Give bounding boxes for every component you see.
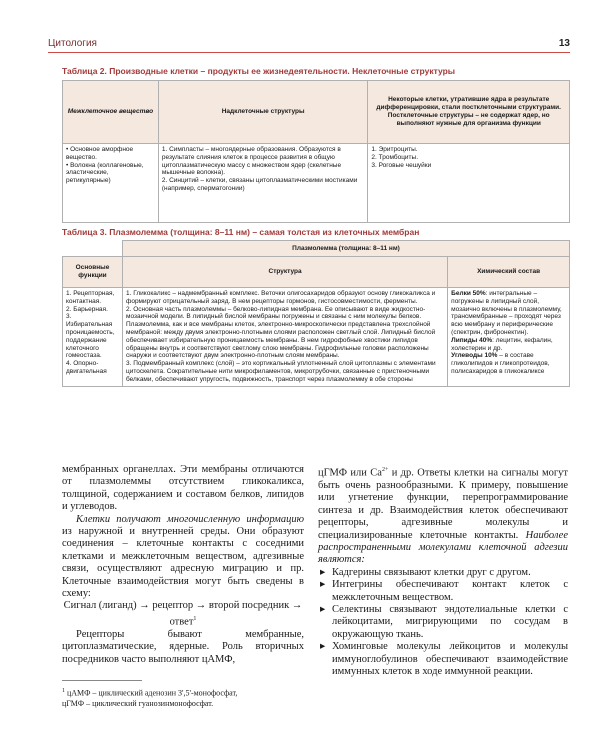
paragraph: мембранных органеллах. Эти мембраны отличаются от плазмолеммы отсутствием гликокаликса, толщиной, содержанием и составом белков, липидов и углеводов. [62, 464, 304, 513]
bullet-icon: ▸ [320, 579, 326, 591]
list-item: 4. Опорно-двигательная [66, 360, 107, 375]
list-item: ▸ Кадгерины связывают клетки друг с другом. [320, 566, 531, 578]
footnote: $^1$ цАМФ – циклический аденозин 3',5'-монофосфат, цГМФ – циклический гуанозинмонофосфат. [62, 688, 238, 708]
list-item: 2. Основная часть плазмолеммы – белково-липидная мембрана. Ее описывают в виде жидкостно-мозаичной модели. В липидный бислой мембраны погружены и связаны с ним молекулы белков. Плазмолемма, как и все мембраны клеток, электронно-микроскопически представлена трехслойной мембраной: между двумя электронно-плотными слоями расположен светлый слой. Липидный бислой обеспечивает избирательную проницаемость мембраны. В нем гидрофобные хвостики липидов обращены внутрь и соответствуют светлому слою мембраны. Гидрофильные головки расположены снаружи и соответствуют двум электронно-плотным слоям мембраны. [125, 305, 436, 360]
table2-header-col1: Межклеточное вещество [63, 81, 159, 144]
table3 [62, 240, 570, 387]
table3-header-col1: Основные функции [63, 257, 123, 288]
list-item: ▸ Интегрины обеспечивают контакт клеток с межклеточным веществом. [320, 579, 568, 603]
left-column [62, 464, 304, 666]
table2-cell-col1 [63, 144, 159, 223]
section-title: Цитология [48, 38, 97, 49]
bullet-icon: ▸ [320, 566, 326, 578]
paragraph: Рецепторы бывают мембранные, цитоплазматические, ядерные. Роль вторичных посредников часто выполняют цАМФ, [62, 628, 304, 665]
footnote-rule [62, 680, 142, 681]
list-item: • Основное аморфное вещество. [66, 146, 134, 161]
list-item: 3. Роговые чешуйки [371, 161, 432, 169]
table2-header-col2: Надклеточные структуры [158, 81, 368, 144]
chem-lipids: Липиды 40%: лецитин, кефалин, холестерин и др. [451, 336, 553, 352]
table3-cell-functions [63, 288, 123, 387]
list-item: 1. Гликокаликс – надмембранный комплекс. Веточки олигосахаридов образуют основу гликокаликса и формируют отрицательный заряд. В нем рецепторы гормонов, гистосовместимости, ферменты. [125, 290, 436, 305]
header-rule [48, 52, 570, 53]
table3-cell-chem [448, 288, 570, 387]
chem-proteins: Белки 50%: интегральные – погружены в липидный слой, мозаично включены в плазмолемму, трансмембранные – проходят через всю мембрану и периферические (спектрин, фибронектин). [451, 290, 562, 336]
list-item: 1. Симпласты – многоядерные образования. Образуются в результате слияния клеток в процессе развития в общую цитоплазматическую массу с множеством ядер (скелетные мышечные волокна). [161, 146, 342, 177]
footnote-ref: 1 [193, 615, 197, 622]
bullet-icon: ▸ [320, 641, 326, 653]
table2-cell-col3 [368, 144, 570, 223]
table3-header-col2: Структура [122, 257, 447, 288]
list-item: 3. Избирательная проницаемость, поддержание клеточного гомеостаза. [66, 313, 115, 360]
table3-cell-structure [122, 288, 447, 387]
table2-caption: Таблица 2. Производные клетки – продукты ее жизнедеятельности. Неклеточные структуры [62, 66, 456, 76]
table3-caption: Таблица 3. Плазмолемма (толщина: 8–11 нм) – самая толстая из клеточных мембран [62, 227, 420, 237]
list-item: ▸ Селектины связывают эндотелиальные клетки с лейкоцитами, мигрирующими по сосудам в окружающую ткань. [320, 603, 568, 640]
table2 [62, 80, 570, 223]
list-item: 2. Тромбоциты. [371, 153, 419, 161]
chem-carbohydrates: Углеводы 10% – в составе гликолипидов и гликопротеидов, полисахаридов в гликокаликсе [451, 352, 550, 375]
list-item: • Волокна (коллагеновые, эластические, ретикулярные) [66, 161, 144, 185]
paragraph: Клетки получают многочисленную информацию из наружной и внутренней среды. Они образуют соединения – клеточные контакты с соседними клетками и межклеточным веществом, адгезивные связи, осуществляют адресную миграцию и пр. Клеточные взаимодействия могут быть сведены в схему: [62, 513, 304, 600]
list-item: 1. Рецепторная, контактная. [66, 290, 115, 305]
table2-header-col3: Некоторые клетки, утратившие ядра в результате дифференцировки, стали постклеточными структурами. Постклеточные структуры – не содержат ядер, но выполняют нужные для организма функции [368, 81, 570, 144]
page-header [48, 38, 570, 54]
paragraph: цГМФ или $Са^{2+}$ и др. Ответы клетки на сигналы могут быть очень разнообразными. К примеру, повышение или угнетение функции, перепрограммирование синтеза и др. Взаимодействия клеток обеспечивают рецепторы, адгезивные молекулы и специализированные клеточные контакты. Наиболее распространенными молекулами клеточной адгезии являются: [318, 467, 569, 566]
page-number: 13 [558, 38, 570, 49]
list-item: 2. Барьерная. [66, 305, 108, 313]
right-column [318, 464, 568, 678]
table2-cell-col2 [158, 144, 368, 223]
table3-title-row: Плазмолемма (толщина: 8–11 нм) [122, 241, 569, 257]
list-item: 3. Подмембранный комплекс (слой) – это кортикальный уплотненный слой цитоплазмы с элементами цитоскелета. Сократительные нити микрофиламентов, микротрубочки, связанные с пристеночными белками, обеспечивают упругость, подвижность, транспорт через плазмолемму в обе стороны [125, 360, 436, 383]
list-item: 1. Эритроциты. [371, 146, 418, 153]
bullet-icon: ▸ [320, 603, 326, 615]
list-item: ▸ Хоминговые молекулы лейкоцитов и молекулы иммуноглобулинов обеспечивают взаимодействие иммунных клеток в ходе иммунной реакции. [320, 641, 568, 677]
signal-scheme: Сигнал (лиганд) → рецептор → второй посредник → ответ$^1$ [63, 600, 303, 628]
table3-header-col3: Химический состав [448, 257, 570, 288]
list-item: 2. Синцитий – клетки, связаны цитоплазматическими мостиками (например, сперматогонии) [161, 177, 358, 192]
